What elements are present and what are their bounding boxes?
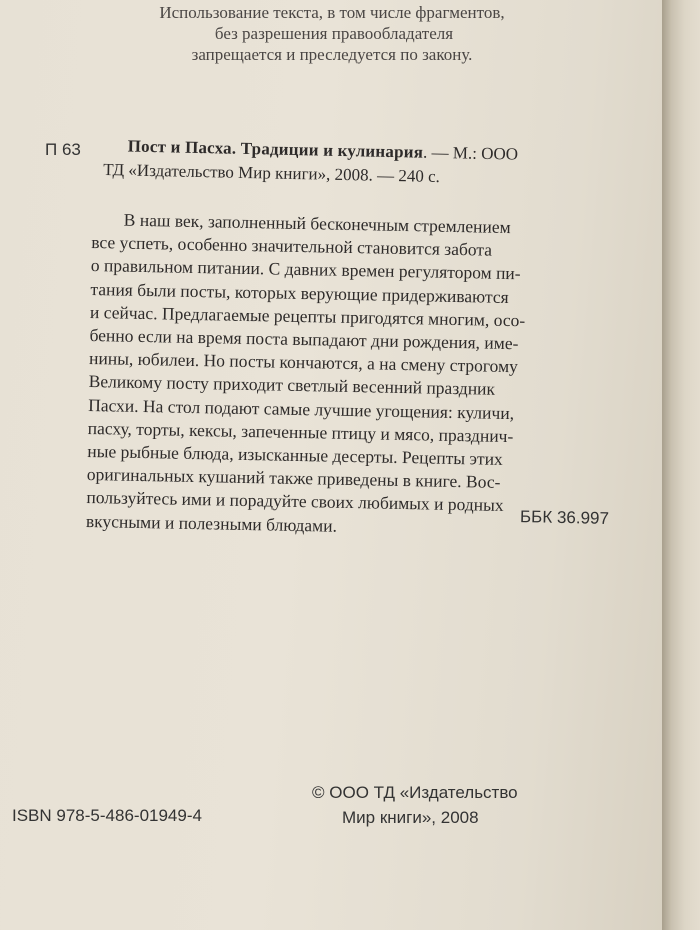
copyright-notice bbox=[0, 0, 640, 65]
publication-details: ТД «Издательство Мир книги», 2008. — 240 с. bbox=[103, 159, 441, 187]
book-title: Пост и Пасха. Традиции и кулинария bbox=[127, 136, 424, 162]
isbn: ISBN 978-5-486-01949-4 bbox=[12, 806, 202, 825]
abstract-line: тания были посты, которых верующие придерживаются bbox=[90, 278, 509, 307]
abstract-paragraph bbox=[86, 208, 612, 543]
abstract-line: Великому посту приходит светлый весенний праздник bbox=[88, 371, 496, 400]
abstract-line: оригинальных кушаний также приведены в книге. Вос- bbox=[86, 464, 501, 493]
abstract-line: бенно если на время поста выпадают дни рождения, име- bbox=[89, 324, 519, 354]
abstract-line: пасху, торты, кексы, запеченные птицу и мясо, празднич- bbox=[87, 417, 514, 446]
abstract-line: пользуйтесь ими и порадуйте своих любимых и родных bbox=[86, 487, 504, 516]
bbk-code: ББК 36.997 bbox=[519, 507, 610, 528]
abstract-line: о правильном питании. С давних времен регулятором пи- bbox=[90, 255, 521, 284]
copyright-line-2: Мир книги», 2008 bbox=[342, 808, 479, 827]
bibliographic-entry bbox=[103, 134, 518, 191]
book-gutter bbox=[662, 0, 700, 930]
copyright-line-1: © ООО ТД «Издательство bbox=[312, 783, 518, 802]
abstract-line: Пасхи. На стол подают самые лучшие угощения: куличи, bbox=[88, 394, 515, 423]
publication-place: . — М.: ООО bbox=[422, 142, 519, 164]
notice-line: без разрешения правообладателя bbox=[214, 24, 454, 43]
abstract-line: нины, юбилеи. Но посты кончаются, а на смену строгому bbox=[88, 348, 519, 377]
publisher-copyright bbox=[312, 780, 518, 830]
abstract-line: и сейчас. Предлагаемые рецепты пригодятся многим, осо- bbox=[89, 301, 526, 331]
notice-line: запрещается и преследуется по закону. bbox=[191, 45, 473, 64]
abstract-line: все успеть, особенно значительной становится забота bbox=[91, 232, 493, 260]
abstract-line: вкусными и полезными блюдами. bbox=[85, 510, 338, 536]
catalog-code: П 63 bbox=[45, 140, 81, 159]
abstract-line: В наш век, заполненный бесконечным стремлением bbox=[123, 209, 511, 238]
notice-line: Использование текста, в том числе фрагментов, bbox=[159, 3, 505, 22]
abstract-line: ные рыбные блюда, изысканные десерты. Рецепты этих bbox=[87, 440, 503, 469]
